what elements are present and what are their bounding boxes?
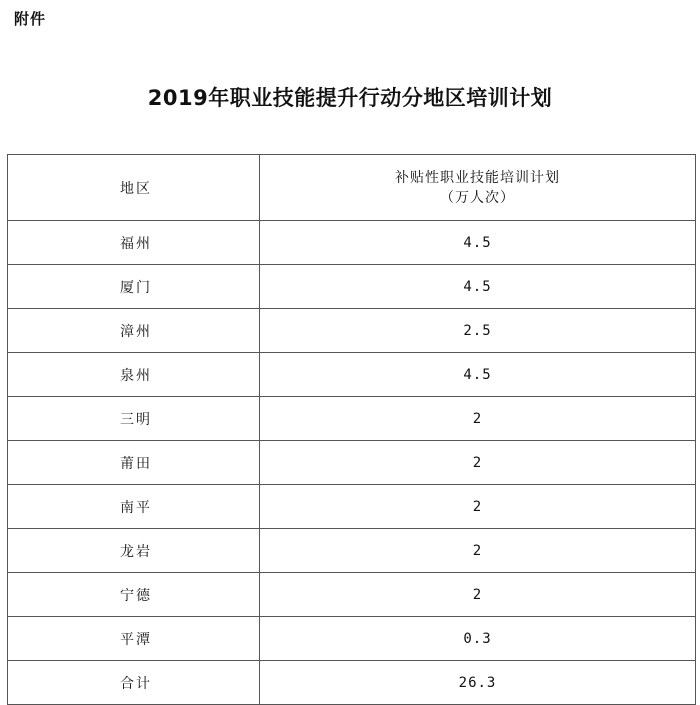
table-row [8, 573, 696, 617]
plan-value-cell: 2.5 [260, 309, 696, 353]
region-cell: 平潭 [8, 617, 260, 661]
plan-value-cell: 2 [260, 441, 696, 485]
table-row [8, 309, 696, 353]
table-row [8, 441, 696, 485]
plan-value-cell: 2 [260, 397, 696, 441]
table-body [8, 221, 696, 705]
plan-value-cell: 4.5 [260, 353, 696, 397]
region-cell: 福州 [8, 221, 260, 265]
region-cell: 三明 [8, 397, 260, 441]
header-plan-label: 补贴性职业技能培训计划 [395, 169, 560, 186]
header-unit-label: （万人次） [440, 189, 515, 206]
region-cell: 合计 [8, 661, 260, 705]
attachment-label: 附件 [14, 10, 47, 28]
table-row [8, 529, 696, 573]
table-row [8, 485, 696, 529]
plan-value-cell: 26.3 [260, 661, 696, 705]
plan-value-cell: 4.5 [260, 265, 696, 309]
region-cell: 南平 [8, 485, 260, 529]
plan-value-cell: 2 [260, 485, 696, 529]
total-row [8, 661, 696, 705]
document-title: 2019年职业技能提升行动分地区培训计划 [147, 86, 553, 110]
table-row [8, 221, 696, 265]
table-row [8, 265, 696, 309]
region-cell: 泉州 [8, 353, 260, 397]
plan-value-cell: 0.3 [260, 617, 696, 661]
table-header-row [8, 155, 696, 221]
header-plan [260, 155, 696, 221]
region-cell: 厦门 [8, 265, 260, 309]
header-region: 地区 [8, 155, 260, 221]
region-cell: 宁德 [8, 573, 260, 617]
table-row [8, 397, 696, 441]
training-plan-table [7, 154, 696, 705]
plan-value-cell: 2 [260, 529, 696, 573]
table-row [8, 353, 696, 397]
region-cell: 龙岩 [8, 529, 260, 573]
plan-value-cell: 2 [260, 573, 696, 617]
region-cell: 漳州 [8, 309, 260, 353]
table-row [8, 617, 696, 661]
plan-value-cell: 4.5 [260, 221, 696, 265]
region-cell: 莆田 [8, 441, 260, 485]
